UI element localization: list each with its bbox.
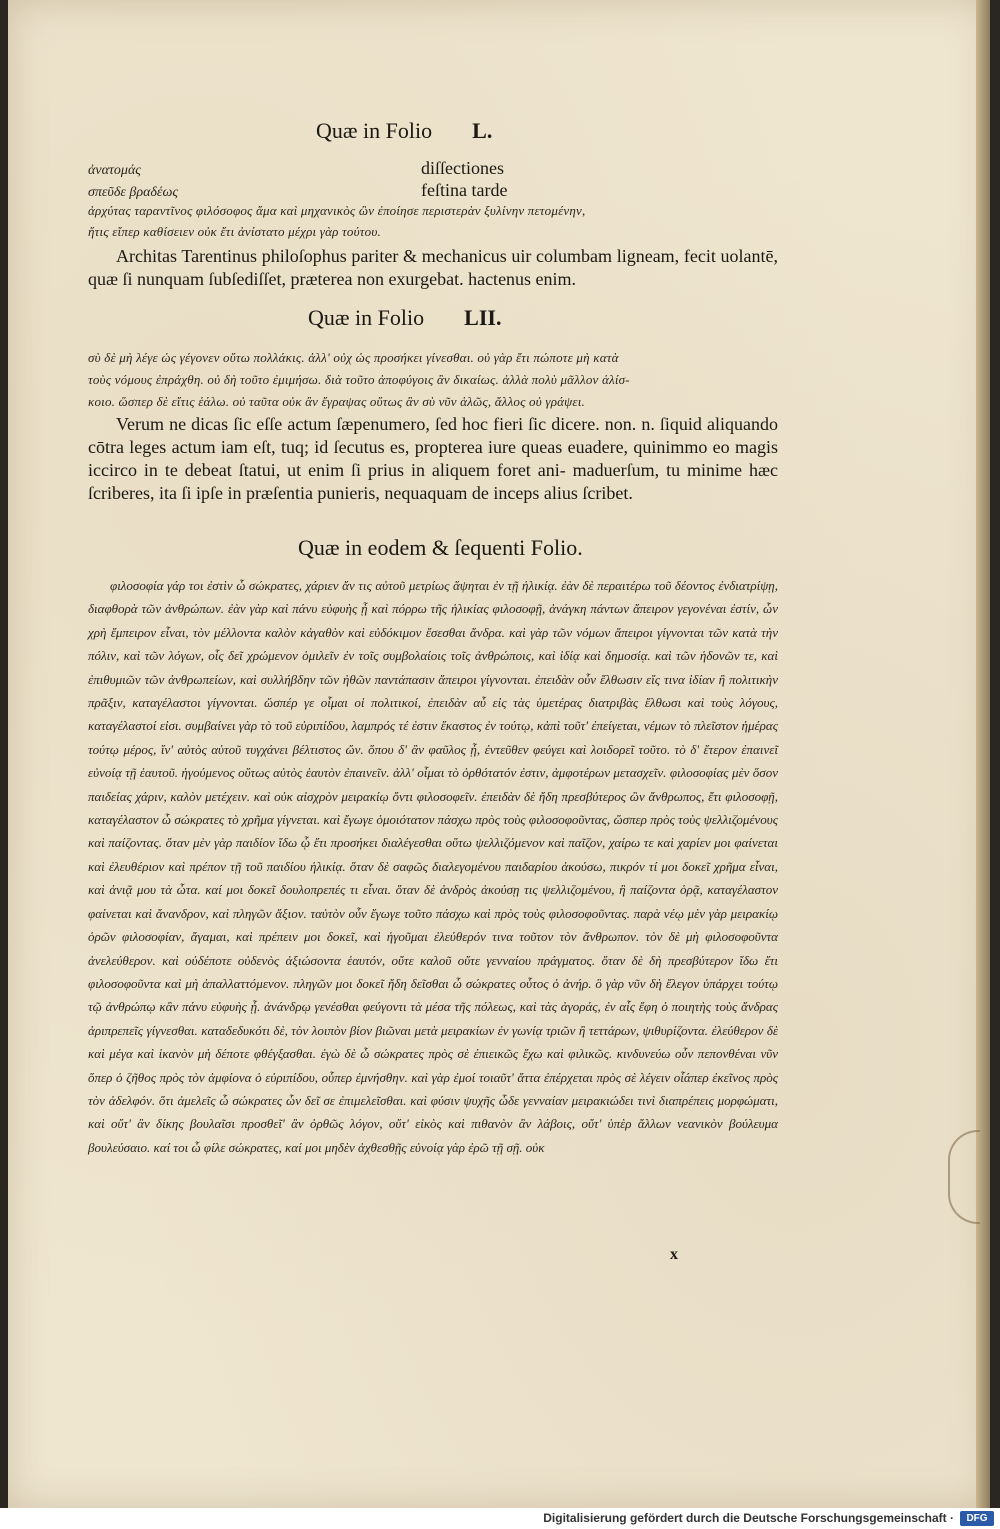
- greek-text-line: ἀρχύτας ταραντῖνος φιλόσοφος ἅμα καὶ μηχανικὸς ὢν ἐποίησε περιστερὰν ξυλίνην πετομένην,: [88, 203, 586, 218]
- greek-paragraph: φιλοσοφία γάρ τοι ἐστὶν ὦ σώκρατες, χάριεν ἄν τις αὐτοῦ μετρίως ἅψηται ἐν τῇ ἡλικίᾳ. ἐὰν δὲ περαιτέρω τοῦ δέοντος ἐνδιατρίψῃ, διαφθορὰ τῶν ἀνθρώπων. ἐὰν γὰρ καὶ πάνυ εὐφυὴς ᾖ καὶ πόρρω τῆς ἡλικίας φιλοσοφῇ, ἀνάγκη πάντων ἄπειρον γεγονέναι ἐστίν, ὧν χρὴ ἔμπειρον εἶναι, τὸν μέλλοντα καλὸν κἀγαθὸν καὶ εὐδόκιμον ἔσεσθαι ἄνδρα. καὶ γὰρ τῶν νόμων ἄπειροι γίγνονται τῶν κατὰ τὴν πόλιν, καὶ τῶν λόγων, οἷς δεῖ χρώμενον ὁμιλεῖν ἐν τοῖς συμβολαίοις τοῖς ἀνθρώποις, καὶ ἰδίᾳ καὶ δημοσίᾳ. καὶ τῶν ἡδονῶν τε, καὶ ἐπιθυμιῶν τῶν ἀνθρωπείων, καὶ συλλήβδην τῶν ἠθῶν παντάπασιν ἄπειροι γίγνονται. ἐπειδὰν οὖν ἔλθωσιν εἴς τινα ἰδίαν ἢ πολιτικὴν πρᾶξιν, καταγέλαστοι γίγνονται. ὥσπέρ γε οἶμαι οἱ πολιτικοί, ἐπειδὰν αὖ εἰς τὰς ὑμετέρας διατριβὰς ἔλθωσι καὶ τοὺς λόγους, καταγέλαστοί εἰσι. συμβαίνει γὰρ τὸ τοῦ εὐριπίδου, λαμπρός τέ ἐστιν ἕκαστος ἐν τούτῳ, κἀπὶ τοῦτ' ἐπείγεται, νέμων τὸ πλεῖστον ἡμέρας τούτῳ μέρος, ἵν' αὐτὸς αὑτοῦ τυγχάνει βέλτιστος ὤν. ὅπου δ' ἂν φαῦλος ᾖ, ἐντεῦθεν φεύγει καὶ λοιδορεῖ τοῦτο. τὸ δ' ἕτερον ἐπαινεῖ εὐνοίᾳ τῇ ἑαυτοῦ. ἡγούμενος οὕτως αὐτὸς ἑαυτὸν ἐπαινεῖν. ἀλλ' οἶμαι τὸ ὀρθότατόν ἐστιν, ἀμφοτέρων μετασχεῖν. φιλοσοφίας μὲν ὅσον παιδείας χάριν, καλὸν μετέχειν. καὶ οὐκ αἰσχρὸν μειρακίῳ ὄντι φιλοσοφεῖν. ἐπειδὰν δὲ ἤδη πρεσβύτερος ὢν ἄνθρωπος, ἔτι φιλοσοφῇ, καταγέλαστον ὦ σώκρατες τὸ χρῆμα γίγνεται. καὶ ἔγωγε ὁμοιότατον πάσχω πρὸς τοὺς φιλοσοφοῦντας, ὥσπερ πρὸς τοὺς ψελλιζομένους καὶ παίζοντας. ὅταν μὲν γὰρ παιδίον ἴδω ᾧ ἔτι προσήκει διαλέγεσθαι οὕτω ψελλιζόμενον καὶ παῖζον, χαίρω τε καὶ χαρίεν μοι φαίνεται καὶ ἐλευθέριον καὶ πρέπον τῇ τοῦ παιδίου ἡλικίᾳ. ὅταν δὲ σαφῶς διαλεγομένου παιδαρίου ἀκούσω, πικρόν τί μοι δοκεῖ χρῆμα εἶναι, καὶ ἀνιᾷ μου τὰ ὦτα. καί μοι δοκεῖ δουλοπρεπές τι εἶναι. ὅταν δὲ ἀνδρὸς ἀκούσῃ τις ψελλιζομένου, ἢ παίζοντα ὁρᾷ, καταγέλαστον φαίνεται καὶ ἄνανδρον, καὶ πληγῶν ἄξιον. ταὐτὸν οὖν ἔγωγε τοῦτο πάσχω καὶ πρὸς τοὺς φιλοσοφοῦντας. παρὰ νέῳ μὲν γὰρ μειρακίῳ ὁρῶν φιλοσοφίαν, ἄγαμαι, καὶ πρέπειν μοι δοκεῖ, καὶ ἡγοῦμαι ἐλεύθερόν τινα τοῦτον τὸν ἄνθρωπον. τὸν δὲ μὴ φιλοσοφοῦντα ἀνελεύθερον. καὶ οὐδέποτε οὐδενὸς ἀξιώσοντα ἑαυτόν, οὔτε καλοῦ οὔτε γενναίου πράγματος. ὅταν δὲ δὴ πρεσβύτερον ἴδω ἔτι φιλοσοφοῦντα καὶ μὴ ἀπαλλαττόμενον. πληγῶν μοι δοκεῖ ἤδη δεῖσθαι ὦ σώκρατες οὗτος ὁ ἀνήρ. ὃ γὰρ νῦν δὴ ἔλεγον ὑπάρχει τούτῳ τῷ ἀνθρώπῳ κἂν πάνυ εὐφυὴς ᾖ. ἀνάνδρῳ γενέσθαι φεύγοντι τὰ μέσα τῆς πόλεως, καὶ τὰς ἀγοράς, ἐν αἷς ἔφη ὁ ποιητὴς τοὺς ἄνδρας ἀριπρεπεῖς γίγνεσθαι. καταδεδυκότι δὲ, τὸν λοιπὸν βίον βιῶναι μετὰ μειρακίων ἐν γωνίᾳ τριῶν ἢ τεττάρων, ψιθυρίζοντα. ἐλεύθερον δὲ καὶ μέγα καὶ ἱκανὸν μὴ δέποτε φθέγξασθαι. ἐγὼ δὲ ὦ σώκρατες πρὸς σὲ ἐπιεικῶς ἔχω καὶ φιλικῶς. κινδυνεύω οὖν πεπονθέναι νῦν ὅπερ ὁ ζῆθος πρὸς τὸν ἀμφίονα ὁ εὐριπίδου, οὗπερ ἐμνήσθην. καὶ γὰρ ἐμοί τοιαῦτ' ἄττα ἐπέρχεται πρὸς σὲ λέγειν οἷάπερ ἐκεῖνος πρὸς τὸν ἀδελφόν. ὅτι ἀμελεῖς ὦ σώκρατες ὧν δεῖ σε ἐπιμελεῖσθαι. καὶ φύσιν ψυχῆς ὧδε γενναίαν μειρακιώδει τινὶ διαπρέπεις μορφώματι, καὶ οὔτ' ἂν δίκης βουλαῖσι προσθεῖ' ἂν ὀρθῶς λόγον, οὔτ' εἰκὸς καὶ πιθανὸν ἂν λάβοις, οὔτ' ὑπὲρ ἄλλων νεανικὸν βούλευμα βουλεύσαιο. καί τοι ὦ φίλε σώκρατες, καί μοι μηδὲν ἀχθεσθῇς εὐνοίᾳ γὰρ ἐρῶ τῇ σῇ. οὐκ: [88, 578, 778, 1155]
- signature-mark: x: [670, 1246, 678, 1263]
- gloss-greek-1: ἀνατομάς: [88, 163, 141, 178]
- gloss-latin-2: feſtina tarde: [421, 180, 508, 200]
- greek-text-line: ἥτις εἴπερ καθίσειεν οὐκ ἔτι ἀνίστατο μέχρι γὰρ τούτου.: [88, 224, 381, 239]
- dfg-logo: DFG: [960, 1511, 994, 1526]
- latin-translation-1: [88, 245, 778, 291]
- greek-main-block: [88, 574, 778, 1159]
- heading-folio-number: L.: [472, 118, 493, 143]
- heading-label: Quæ in Folio: [316, 118, 433, 143]
- heading-eodem-sequenti: [298, 535, 583, 561]
- latin-paragraph: Verum ne dicas ſic eſſe actum ſæpenumero, ſed hoc fieri ſic dicere. non. n. ſiquid aliquando cōtra leges actum iam eſt, tuq; id ſecutus es, propterea iure queas euadere, quinimmo eo magis iccirco in te debeat ſtatui, ut enim ſi prius in aliquem foret ani- maduerſum, tu minime hæc ſcriberes, ita ſi ipſe in præſentia punieris, nequaquam de inceps alius ſcribet.: [88, 414, 778, 503]
- latin-paragraph: Architas Tarentinus philoſophus pariter & mechanicus uir columbam ligneam, fecit uolantē, quæ ſi nunquam ſubſediſſet, præterea non exurgebat. hactenus enim.: [88, 246, 778, 289]
- book-page: [8, 0, 990, 1508]
- page-edge: [976, 0, 990, 1508]
- latin-translation-2: [88, 413, 778, 505]
- greek-text-line: σὺ δὲ μὴ λέγε ὡς γέγονεν οὕτω πολλάκις. ἀλλ' οὐχ ὡς προσήκει γίνεσθαι. οὐ γὰρ ἔτι πώποτε μὴ κατὰ: [88, 350, 619, 365]
- gloss-greek-2: σπεῦδε βραδέως: [88, 185, 179, 200]
- gloss-latin-1: diſſectiones: [421, 158, 504, 178]
- greek-text-line: τοὺς νόμους ἐπράχθη. οὐ δὴ τοῦτο ἐμιμήσω. διὰ τοῦτο ἀποφύγοις ἂν δικαίως. ἀλλὰ πολὺ μᾶλλον ἁλίσ-: [88, 372, 630, 387]
- heading-label: Quæ in Folio: [308, 305, 425, 330]
- heading-folio-l: [316, 118, 492, 144]
- heading-folio-lii: [308, 305, 501, 331]
- heading-folio-number: LII.: [464, 305, 502, 330]
- greek-text-line: κοιο. ὥσπερ δὲ εἴτις ἑάλω. οὐ ταῦτα οὐκ ἂν ἔγραψας οὕτως ἂν σὺ νῦν ἁλῶς, ἄλλος οὐ γράψει.: [88, 394, 586, 409]
- heading-label: Quæ in eodem & ſequenti Folio.: [298, 535, 583, 560]
- footer-bar: [0, 1508, 1000, 1529]
- footer-credit: Digitalisierung gefördert durch die Deutsche Forschungsgemeinschaft ·: [543, 1511, 954, 1525]
- page-clip-mark: [948, 1130, 980, 1224]
